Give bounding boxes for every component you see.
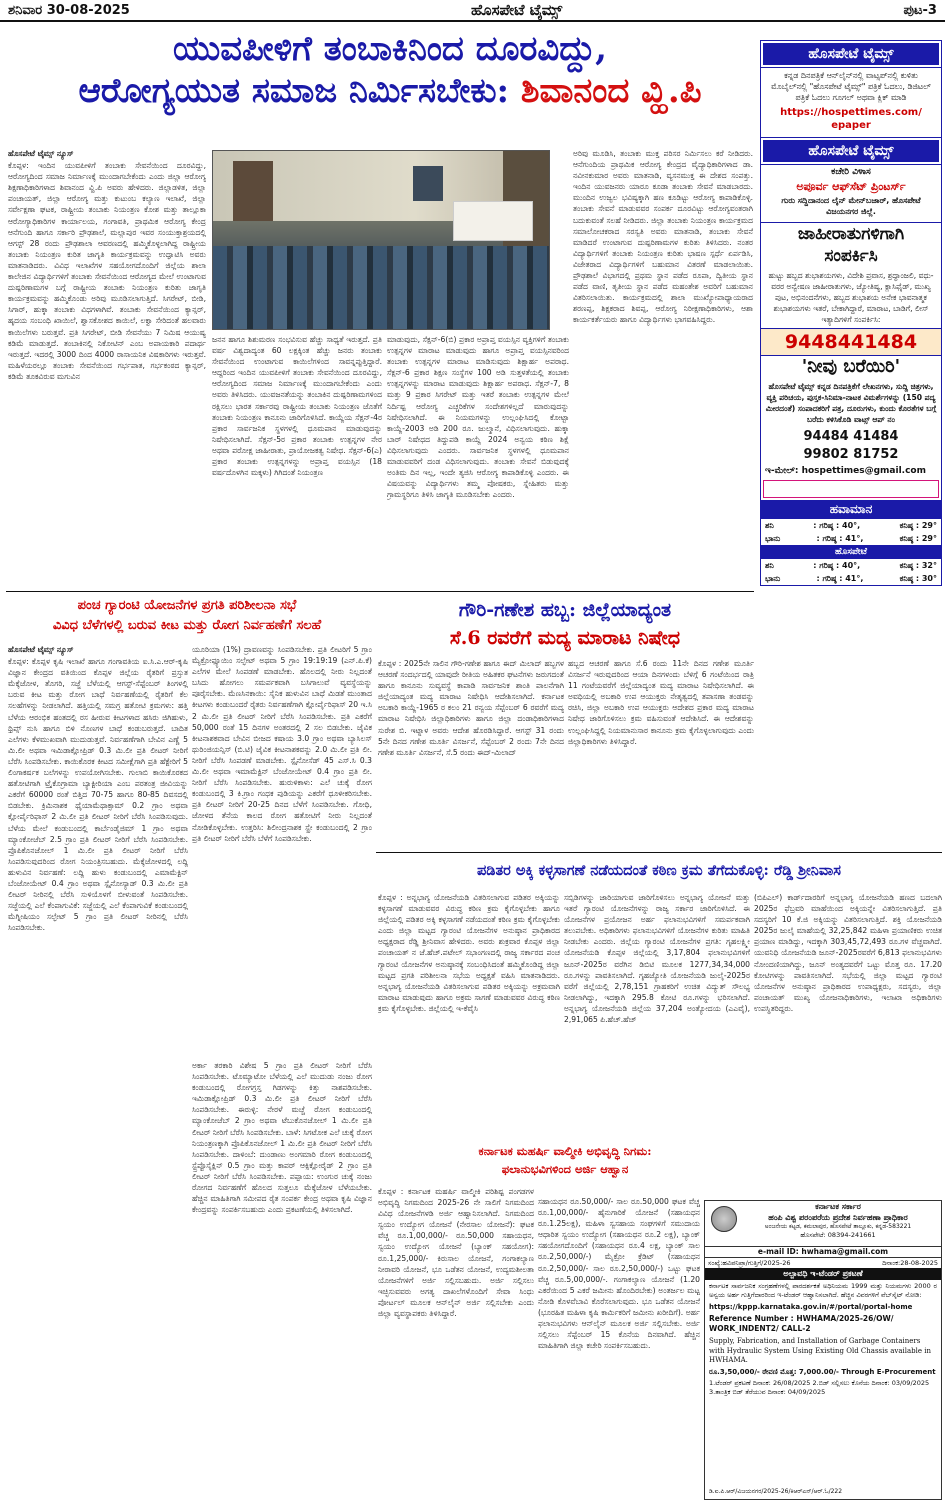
email-row	[761, 464, 941, 478]
notice-ref-no: ಸಂಖ್ಯೆ:ಹವಿಪನಿಪ್ರಾ/ಗುತ್ತಿಗೆ/2025-26	[708, 1259, 791, 1267]
weather-day: ಶನಿ	[765, 561, 774, 570]
ganesha-col1-text: ಕೊಪ್ಪಳ : 2025ನೇ ಸಾಲಿನ ಗೌರಿ-ಗಣೇಶ ಹಾಗೂ ಈದ್ ಮಿಲಾದ್ ಹಬ್ಬಗಳ ಆಚರಣೆ ಸಂದರ್ಭದಲ್ಲಿ ಯಾವುದೇ ರೀತಿಯ ಅಹಿತಕರ ಘಟನೆಗಳು ಜರುಗದಂತೆ ಹಾಗೂ ಕಾನೂನು ಸುವ್ಯವಸ್ಥೆ ಕಾಪಾಡಿ ಸಾರ್ವಜನಿಕ ಶಾಂತಿ ಪಾಲನೆಗಾಗಿ ಜಿಲ್ಲೆಯಾದ್ಯಂತ ಮದ್ಯ ಮಾರಾಟ ನಿಷೇಧಿಸಿ ಆದೇಶಿಸಲಾಗಿದೆ. ಕರ್ನಾಟಕ ಅಬಕಾರಿ ಕಾಯ್ದೆ-1965 ರ ಕಲಂ 21 ರನ್ವಯ ಸೆಪ್ಟೆಂಬರ್ 6 ರವರೆಗೆ ಮದ್ಯ ಮಾರಾಟ ನಿಷೇಧಿಸಿ ಜಿಲ್ಲಾಧಿಕಾರಿಗಳು ಹಾಗೂ ಜಿಲ್ಲಾ ದಂಡಾಧಿಕಾರಿಗಳಾದ ಸುರೇಶ ಬಿ. ಇಟ್ನಾಳ ಅವರು ಆದೇಶ ಹೊರಡಿಸಿದ್ದಾರೆ. ಆಗಸ್ಟ್ 31 ರಂದು 5ನೇ ದಿನದ ಗಣೇಶ ಮೂರ್ತಿ ವಿಸರ್ಜನೆ, ಸೆಪ್ಟೆಂಬರ್ 2 ರಂದು 7ನೇ ದಿನದ ಗಣೇಶ ಮೂರ್ತಿ ವಿಸರ್ಜನೆ, ಸೆ.5 ರಂದು ಈದ್-ಮಿಲಾದ್	[378, 659, 564, 757]
masthead-title: ಹೊಸಪೇಟೆ ಟೈಮ್ಸ್	[471, 1, 563, 19]
lead-headline	[60, 28, 720, 112]
lead-col1	[8, 148, 206, 588]
weather-day: ಭಾನು	[765, 574, 781, 583]
headline-part-blue: ಆರೋಗ್ಯಯುತ ಸಮಾಜ ನಿರ್ಮಿಸಬೇಕು:	[78, 71, 521, 111]
valmiki-col1-text: ಕೊಪ್ಪಳ : ಕರ್ನಾಟಕ ಮಹರ್ಷಿ ವಾಲ್ಮೀಕಿ ಪರಿಶಿಷ್ಟ ಪಂಗಡಗಳ ಅಭಿವೃದ್ಧಿ ನಿಗಮದಿಂದ 2025-26 ನೇ ಸಾಲಿಗೆ ನಿಗಮದಿಂದ ವಿವಿಧ ಯೋಜನೆಗಳಡಿ ಅರ್ಜಿ ಆಹ್ವಾನಿಸಲಾಗಿದೆ. ನಿಗಮದಿಂದ ಸ್ವಯಂ ಉದ್ಯೋಗ ಯೋಜನೆ (ನೇರಸಾಲ ಯೋಜನೆ): ಘಟಕ ವೆಚ್ಚ ರೂ.1,00,000/- ರೂ.50,000 ಸಹಾಯಧನ, ಸ್ವಯಂ ಉದ್ಯೋಗ ಯೋಜನೆ (ಬ್ಯಾಂಕ್ ಸಹಯೋಗ): ರೂ.1,25,000/- ಕಿರುಸಾಲ ಯೋಜನೆ, ಗಂಗಾಕಲ್ಯಾಣ ನೀರಾವರಿ ಯೋಜನೆ, ಭೂ ಒಡೆತನ ಯೋಜನೆ, ಉದ್ಯಮಶೀಲತಾ ಯೋಜನೆಗಳಿಗೆ ಅರ್ಜಿ ಸಲ್ಲಿಸಬಹುದು. ಅರ್ಜಿ ಸಲ್ಲಿಸಲು ಇಚ್ಛಿಸುವವರು ಅಗತ್ಯ ದಾಖಲೆಗಳೊಂದಿಗೆ ಸೇವಾ ಸಿಂಧು ಪೋರ್ಟಲ್ ಮೂಲಕ ಆನ್‌ಲೈನ್ ಅರ್ಜಿ ಸಲ್ಲಿಸಬೇಕು ಎಂದು ಜಿಲ್ಲಾ ವ್ಯವಸ್ಥಾಪಕರು ತಿಳಿಸಿದ್ದಾರೆ.	[378, 1187, 534, 1319]
crop-col3	[192, 1060, 372, 1500]
lead-headline-line2	[60, 70, 720, 112]
ads-title-2: ಸಂಪರ್ಕಿಸಿ	[824, 246, 878, 266]
rice-col2-text: ಸಬ್ಸಿಡಿಗಳನ್ನು ಜಾರಿಯಾಗುವ ಜಾರಿಗೊಳಿಸಲು ಅನ್ನಭಾಗ್ಯ ಯೋಜನೆ ಮತ್ತು ಇತರೆ ಗ್ಯಾರಂಟಿ ಯೋಜನೆಗಳನ್ನು ರಾಜ್ಯ ಸರ್ಕಾರ ಜಾರಿಗೊಳಿಸಿದೆ. ಈ ಯೋಜನೆಗಳ ಪ್ರಯೋಜನ ಅರ್ಹ ಫಲಾನುಭವಿಗಳಿಗೆ ಸಮರ್ಪಕವಾಗಿ ತಲುಪಬೇಕು. ಅಧಿಕಾರಿಗಳು ಫಲಾನುಭವಿಗಳಿಗೆ ಯೋಜನೆಗಳ ಕುರಿತು ಮಾಹಿತಿ ನೀಡಬೇಕು ಎಂದರು. ಜಿಲ್ಲೆಯ ಗ್ಯಾರಂಟಿ ಯೋಜನೆಗಳ ಪ್ರಗತಿ: ಗೃಹಲಕ್ಷ್ಮೀ ಯೋಜನೆಯಡಿ ಕೊಪ್ಪಳ ಜಿಲ್ಲೆಯಲ್ಲಿ 3,17,804 ಫಲಾನುಭವಿಗಳಿಗೆ ಜೂನ್-2025ರ ವರೆಗಿನ ಡಿಬಿಟಿ ಮೂಲಕ 1277,34,34,000 ರೂ.ಗಳನ್ನು ಪಾವತಿಸಲಾಗಿದೆ. ಗೃಹಜ್ಯೋತಿ ಯೋಜನೆಯಡಿ ಜುಲೈ-2025ರ ವರೆಗೆ ಜಿಲ್ಲೆಯಲ್ಲಿ 2,78,151 ಗ್ರಾಹಕರಿಗೆ ಉಚಿತ ವಿದ್ಯುತ್ ಸೌಲಭ್ಯ ನೀಡಲಾಗಿದ್ದು, ಇದಕ್ಕಾಗಿ 295.8 ಕೋಟಿ ರೂ.ಗಳನ್ನು ಭರಿಸಲಾಗಿದೆ. ಅನ್ನಭಾಗ್ಯ ಯೋಜನೆಯಡಿ ಜಿಲ್ಲೆಯ 37,204 ಅಂತ್ಯೋದಯ (ಎಎವೈ), 2,91,065 ಪಿ.ಹೆಚ್.ಹೆಚ್	[564, 893, 750, 1025]
lead-col3-text: ಮಾಡುವುದು, ಸೆಕ್ಷನ್-6(ಬಿ) ಪ್ರಕಾರ ಅಪ್ರಾಪ್ತ ವಯಸ್ಸಿನ ವ್ಯಕ್ತಿಗಳಿಗೆ ತಂಬಾಕು ಉತ್ಪನ್ನಗಳ ಮಾರಾಟ ಮಾಡುವುದು ಹಾಗೂ ಅಪ್ರಾಪ್ತ ವಯಸ್ಸಿನವರಿಂದ ತಂಬಾಕು ಉತ್ಪನ್ನಗಳ ಮಾರಾಟ ಮಾಡಿಸುವುದು ಶಿಕ್ಷಾರ್ಹ ಅಪರಾಧ. ಸೆಕ್ಷನ್-6 ಪ್ರಕಾರ ಶಿಕ್ಷಣ ಸಂಸ್ಥೆಗಳ 100 ಅಡಿ ಸುತ್ತಳತೆಯಲ್ಲಿ ತಂಬಾಕು ಉತ್ಪನ್ನಗಳನ್ನು ಮಾರಾಟ ಮಾಡುವುದು ಶಿಕ್ಷಾರ್ಹ ಅಪರಾಧ. ಸೆಕ್ಷನ್-7, 8 ಮತ್ತು 9 ಪ್ರಕಾರ ಸಿಗರೇಟ್ ಮತ್ತು ಇತರೆ ತಂಬಾಕು ಉತ್ಪನ್ನಗಳ ಮೇಲೆ ನಿರ್ದಿಷ್ಟ ಆರೋಗ್ಯ ಎಚ್ಚರಿಕೆಗಳ ಸಂದೇಶಗಳಿಲ್ಲದೆ ಮಾರುವುದನ್ನು ನಿಷೇಧಿಸಲಾಗಿದೆ. ಈ ನಿಯಮಗಳನ್ನು ಉಲ್ಲಂಘಿಸಿದಲ್ಲಿ ಕೋಟ್ಟಾ ಕಾಯ್ದೆ-2003 ಅಡಿ 200 ರೂ. ಜುಲ್ಮಾನೆ, ವಿಧಿಸಲಾಗುವುದು. ಹುಕ್ಕಾ ಬಾರ್ ನಿಷೇಧದ ತಿದ್ದುಪಡಿ ಕಾಯ್ದೆ 2024 ಅನ್ವಯ ಕಠಿಣ ಶಿಕ್ಷೆ ವಿಧಿಸಲಾಗುವುದು ಎಂದರು. ಸಾರ್ವಜನಿಕ ಸ್ಥಳಗಳಲ್ಲಿ ಧೂಮಪಾನ ಮಾಡುವವರಿಗೆ ದಂಡ ವಿಧಿಸಲಾಗುವುದು. ತಂಬಾಕು ಸೇವನೆ ಬಿಡುವುದಕ್ಕೆ ಅಂತಿಮ ದಿನ ಇಲ್ಲ, ಇಂದೇ ತ್ಯಜಿಸಿ ಆರೋಗ್ಯ ಕಾಪಾಡಿಕೊಳ್ಳಿ ಎಂದರು. ಈ ವಿಷಯವನ್ನು ವಿದ್ಯಾರ್ಥಿಗಳು ತಮ್ಮ ಪೋಷಕರು, ಸ್ನೇಹಿತರು ಮತ್ತು ಗ್ರಾಮಸ್ಥರಿಗೂ ತಿಳಿಸಿ ಜಾಗೃತಿ ಮೂಡಿಸಬೇಕು ಎಂದರು.	[387, 335, 569, 500]
sidebar-banner-office: ಹೊಸಪೇಟೆ ಟೈಮ್ಸ್	[761, 138, 941, 164]
write-title: 'ನೀವು ಬರೆಯಿರಿ'	[801, 356, 901, 377]
crop-article-title	[6, 596, 368, 636]
ads-text: ಹುಟ್ಟು ಹಬ್ಬದ ಶುಭಾಶಯಗಳು, ವಿದೇಶಿ ಪ್ರವಾಸ, ಶ್ರದ್ಧಾಂಜಲಿ, ವಧು-ವರರ ಅನ್ವೇಷಣ ಜಾಹೀರಾತುಗಳು, ಜ್ಯೋತಿಷ್ಯ, ಕ್ಲಾಸಿಫೈಡ್, ಮುಖ್ಯ ಪುಟ, ಅಭಿನಂದನೆಗಳು, ಹಬ್ಬದ ಶುಭಾಶಯ ಅನೇಕ ಭಾವನಾತ್ಮಕ ಶುಭಾಶಯಗಳು ಇತರೆ, ಬೇಕಾಗಿದ್ದಾರೆ, ಮಾರಾಟ, ಬಾಡಿಗೆ, ಲೀಸ್ ಇತ್ಯಾದಿಗಳಿಗೆ ಸಂಪರ್ಕಿಸಿ:	[768, 271, 934, 324]
rice-col3	[754, 892, 942, 1194]
notice-authority: ಹಂಪಿ ವಿಶ್ವ ಪರಂಪರೆಯ ಪ್ರದೇಶ ನಿರ್ವಹಣಾ ಪ್ರಾಧಿಕಾರ	[768, 1213, 908, 1222]
weather-city: ಹೊಸಪೇಟೆ	[761, 545, 941, 559]
lead-byline: ಹೊಸಪೇಟೆ ಟೈಮ್ಸ್ ನ್ಯೂಸ್	[8, 149, 74, 158]
notice-email: e-mail ID: hwhama@gmail.com	[757, 1247, 889, 1256]
notice-emd: ರೂ.3,50,000/- ಠೇವಣಿ ಮೊತ್ತ: 7,000.00/- Through E-Procurement	[709, 1367, 936, 1376]
epaper-text: ಕನ್ನಡ ದಿನಪತ್ರಿಕೆ ಆನ್‌ಲೈನ್‌ನಲ್ಲಿ ವಾಟ್ಸಪ್‌ನಲ್ಲಿ ಕುಳಿತು ಮೊಬೈಲ್‌ನಲ್ಲಿ "ಹೊಸಪೇಟೆ ಟೈಮ್ಸ್" ಪತ್ರಿಕೆ ಓದಲು, ಡಿಜಿಟಲ್ ಪತ್ರಿಕೆ ಓದಲು ಗೂಗಲ್ ಅಥವಾ ಕ್ಲಿಕ್ ಮಾಡಿ	[771, 71, 931, 102]
ganesha-title-line2: ಸೆ.6 ರವರೆಗೆ ಮದ್ಯ ಮಾರಾಟ ನಿಷೇಧ	[449, 627, 681, 649]
weather-day: ಶನಿ	[765, 521, 774, 530]
weather-row	[761, 559, 941, 572]
notice-body: ಕರ್ನಾಟಕ ಸಾರ್ವಜನಿಕ ಸಂಗ್ರಹಣೆಗಳಲ್ಲಿ ಪಾರದರ್ಶಕತೆ ಅಧಿನಿಯಮ 1999 ಮತ್ತು ನಿಯಮಗಳು 2000 ರ ಅನ್ವಯ ಅರ್ಹ ಗುತ್ತಿಗೆದಾರರಿಂದ ಇ-ಟೆಂಡರ್ ಆಹ್ವಾನಿಸಲಾಗಿದೆ. ಹೆಚ್ಚಿನ ವಿವರಗಳಿಗೆ ವೆಬ್‌ಸೈಟ್ ನೋಡಿ:	[709, 1282, 937, 1299]
page-header	[0, 0, 945, 22]
weather-min: ಕನಿಷ್ಠ : 32°	[899, 561, 937, 570]
rice-col1-text: ಕೊಪ್ಪಳ : ಅನ್ನಭಾಗ್ಯ ಯೋಜನೆಯಡಿ ವಿತರಿಸಲಾಗುವ ಪಡಿತರ ಅಕ್ಕಿಯನ್ನು ಕಳ್ಳಸಾಗಣೆ ಮಾಡುವವರ ವಿರುದ್ಧ ಕಠಿಣ ಕ್ರಮ ಕೈಗೊಳ್ಳಬೇಕು ಹಾಗೂ ಜಿಲ್ಲೆಯಲ್ಲಿ ಪಡಿತರ ಅಕ್ಕಿ ಕಳ್ಳಸಾಗಣೆ ನಡೆಯದಂತೆ ಕಠಿಣ ಕ್ರಮ ಕೈಗೊಳ್ಳಬೇಕು ಎಂದು ಜಿಲ್ಲಾ ಮಟ್ಟದ ಗ್ಯಾರಂಟಿ ಯೋಜನೆಗಳ ಅನುಷ್ಠಾನ ಪ್ರಾಧಿಕಾರದ ಅಧ್ಯಕ್ಷರಾದ ರೆಡ್ಡಿ ಶ್ರೀನಿವಾಸ ಹೇಳಿದರು. ಅವರು ಶುಕ್ರವಾರ ಕೊಪ್ಪಳ ಜಿಲ್ಲಾ ಪಂಚಾಯತ್ ನ ಜೆ.ಹೆಚ್.ಪಟೇಲ್ ಸಭಾಂಗಣದಲ್ಲಿ ರಾಜ್ಯ ಸರ್ಕಾರದ ಪಂಚ ಗ್ಯಾರಂಟಿ ಯೋಜನೆಗಳ ಅನುಷ್ಠಾನಕ್ಕೆ ಸಂಬಂಧಿಸಿದಂತೆ ಹಮ್ಮಿಕೊಂಡಿದ್ದ ಜಿಲ್ಲಾ ಮಟ್ಟದ ಪ್ರಗತಿ ಪರಿಶೀಲನಾ ಸಭೆಯ ಅಧ್ಯಕ್ಷತೆ ವಹಿಸಿ ಮಾತನಾಡಿದರು. ಅನ್ನಭಾಗ್ಯ ಯೋಜನೆಯಡಿ ವಿತರಿಸಲಾಗುವ ಪಡಿತರ ಅಕ್ಕಿಯನ್ನು ಅಕ್ರಮವಾಗಿ ಮಾರಾಟ ಮಾಡುವುದು ಹಾಗೂ ಅಕ್ರಮ ಸಾಗಣೆ ಮಾಡುವವರ ವಿರುದ್ಧ ಕಠಿಣ ಕ್ರಮ ಕೈಗೊಳ್ಳಬೇಕು. ಜಿಲ್ಲೆಯಲ್ಲಿ ಇ-ಕೆವೈಸಿ	[378, 893, 560, 1013]
ganesha-title	[376, 596, 754, 652]
divider	[376, 852, 942, 853]
government-seal-icon	[711, 1206, 737, 1232]
notice-address: ಅಂಜನೇಯ ಕಟ್ಟಡ, ಕಮಲಾಪುರ, ಹೊಸಪೇಟೆ ತಾಲ್ಲೂಕು, ಕನ್ನಡ-583221	[764, 1223, 912, 1230]
office-title: ಕಚೇರಿ ವಿಳಾಸ	[831, 167, 871, 177]
weather-max: : ಗರಿಷ್ಠ : 40°,	[813, 561, 861, 570]
headline-part-red: ಶಿವಾನಂದ ವ್ಹಿ.ಪಿ	[520, 71, 702, 111]
ganesha-title-line1: ಗೌರಿ-ಗಣೇಶ ಹಬ್ಬ: ಜಿಲ್ಲೆಯಾದ್ಯಂತ	[458, 599, 672, 621]
crop-col2-text: ಯೂರಿಯಾ (1%) ದ್ರಾವಣವನ್ನು ಸಿಂಪಡಿಸಬೇಕು. ಪ್ರತಿ ಲೀಟರಿಗೆ 5 ಗ್ರಾಂ ಮ್ಯೆಕ್ರೋಫ್ಯೂಯಿಂ ಸಲ್ಫೇಟ್ ಅಥವಾ 5 ಗ್ರಾಂ 19:19:19 (ಎನ್.ಪಿ.ಕೆ) ಎಲೆಗಳ ಮೇಲೆ ಸಿಂಪಡಣೆ ಮಾಡಬೇಕು. ಹೊಲದಲ್ಲಿ ನೀರು ನಿಲ್ಲದಂತೆ ಬಸಿದು ಹೋಗಲು ಸಮರ್ಪಕವಾಗಿ ಬಸಿಗಾಲುವೆ ವ್ಯವಸ್ಥೆಯನ್ನು ಪೂರೈಸಬೇಕು. ಮೆಣಸಿನಕಾಯಿ: ಸೈನಿಕ ಹುಳುವಿನ ಬಾಧೆ ಮಿಡತೆ ಮುಂತಾದ ಕೀಟಗಳು ಕಂಡುಬಂದರೆ ರೈತರು ನಿರ್ವಹಣೆಗಾಗಿ ಕ್ಲೋರ್ಪೈರಿಫಾಸ್ 20 ಇ.ಸಿ 2 ಮಿ.ಲೀ ಪ್ರತಿ ಲೀಟರ್ ನೀರಿಗೆ ಬೆರೆಸಿ ಸಿಂಪಡಿಸಬೇಕು. ಪ್ರತಿ ಎಕರೆಗೆ 50,000 ರಂತೆ 15 ದಿನಗಳ ಅಂತರದಲ್ಲಿ 2 ಸಲ ಬಿಡಬೇಕು. ಜೈವಿಕ ಕೀಟನಾಶಕವಾದ ಬೇವಿನ ಬೀಜದ ಕಷಾಯ 3.0 ಗ್ರಾಂ ಅಥವಾ ಬ್ಯಾಸಿಲಸ್ ಥುರಿಂಜಿಯನ್ಸಿಸ್ (ಬಿ.ಟಿ) ಜೈವಿಕ ಕೀಟನಾಶಕವನ್ನು 2.0 ಮಿ.ಲೀ ಪ್ರತಿ ಲೀ. ನೀರಿಗೆ ಬೆರೆಸಿ ಸಿಂಪಡಣೆ ಮಾಡಬೇಕು. ಸ್ಪೈನೋಸೆಡ್ 45 ಎಸ್.ಸಿ 0.3 ಮಿ.ಲೀ ಅಥವಾ ಇಮಾಮೆಕ್ಟಿನ್ ಬೆಂಜೋಯೇಟ್ 0.4 ಗ್ರಾಂ ಪ್ರತಿ ಲೀ. ನೀರಿಗೆ ಬೆರೆಸಿ ಸಿಂಪಡಿಸಬೇಕು. ಹುರುಳಿಕಾಳು: ಎಲೆ ಚುಕ್ಕೆ ರೋಗ ಕಂಡುಬಂದಲ್ಲಿ 3 ಕಿ.ಗ್ರಾಂ ಗಂಧಕ ಪುಡಿಯನ್ನು ಎಕರೆಗೆ ಧೂಳೀಕರಿಸಬೇಕು. ಪ್ರತಿ ಲೀಟರ್ ನೀರಿಗೆ 20-25 ದಿನದ ಬೆಳೆಗೆ ಸಿಂಪಡಿಸಬೇಕು. ಗೋಧಿ, ಜೋಳದ ತೆನೆಯ ಕಾಲದ ರೋಗ ಹತೋಟಿಗೆ ನೀರು ನಿಲ್ಲದಂತೆ ನೋಡಿಕೊಳ್ಳಬೇಕು. ಉತ್ತರಿಸಿ: ಶಿಲೀಂದ್ರನಾಶಕ ಸ್ಪ್ರೇ ಕಂಡುಬಂದಲ್ಲಿ 2 ಗ್ರಾಂ ಪ್ರತಿ ಲೀಟರ್ ನೀರಿಗೆ ಬೆರೆಸಿ ಬೆಳೆಗೆ ಸಿಂಪಡಿಸಬೇಕು.	[192, 645, 372, 843]
weather-max: : ಗರಿಷ್ಠ : 41°,	[816, 534, 864, 543]
notice-ref-row	[705, 1257, 941, 1268]
valmiki-col2	[538, 1196, 700, 1500]
valmiki-col1	[378, 1186, 534, 1500]
lead-photo	[212, 150, 550, 330]
sidebar	[760, 40, 942, 586]
crop-col1	[8, 644, 188, 1500]
valmiki-col2-text: ಸಹಾಯಧನ ರೂ.50,000/- ಸಾಲ ರೂ.50,000 ಘಟಕ ವೆಚ್ಚ ರೂ.1,00,000/- ಹೈನುಗಾರಿಕೆ ಯೋಜನೆ (ಸಹಾಯಧನ ರೂ.1.25ಲಕ್ಷ), ಮಹಿಳಾ ಸ್ವಸಹಾಯ ಸಂಘಗಳಿಗೆ ಸಮುದಾಯ ಆಧಾರಿತ ಸ್ವಯಂ ಉದ್ಯೋಗ (ಸಹಾಯಧನ ರೂ.2 ಲಕ್ಷ), ಬ್ಯಾಂಕ್ ಸಹಯೋಗದೊಂದಿಗೆ (ಸಹಾಯಧನ ರೂ.4 ಲಕ್ಷ, ಬ್ಯಾಂಕ್ ಸಾಲ ರೂ.2,50,000/-) ಮೈಕ್ರೋ ಕ್ರೆಡಿಟ್ (ಸಹಾಯಧನ ರೂ.2,50,000/- ಸಾಲ ರೂ.2,50,000/-) ಒಟ್ಟು ಘಟಕ ವೆಚ್ಚ ರೂ.5,00,000/-. ಗಂಗಾಕಲ್ಯಾಣ ಯೋಜನೆ (1.20 ಎಕರೆಯಿಂದ 5 ಎಕರೆ ಜಮೀನು ಹೊಂದಿರಬೇಕು) ಅಂತರ್ಜಲ ಮಟ್ಟ ನೋಡಿ ಕೊಳವೆಬಾವಿ ಕೊರೆಸಲಾಗುವುದು. ಭೂ ಒಡೆತನ ಯೋಜನೆ (ಭೂರಹಿತ ಮಹಿಳಾ ಕೃಷಿ ಕಾರ್ಮಿಕರಿಗೆ ಜಮೀನು ಖರೀದಿಗೆ). ಅರ್ಹ ಫಲಾನುಭವಿಗಳು ಆನ್‌ಲೈನ್ ಮೂಲಕ ಅರ್ಜಿ ಸಲ್ಲಿಸಬೇಕು. ಅರ್ಜಿ ಸಲ್ಲಿಸಲು ಸೆಪ್ಟೆಂಬರ್ 15 ಕೊನೆಯ ದಿನವಾಗಿದೆ. ಹೆಚ್ಚಿನ ಮಾಹಿತಿಗಾಗಿ ಜಿಲ್ಲಾ ಕಚೇರಿ ಸಂಪರ್ಕಿಸಬಹುದು.	[538, 1197, 700, 1351]
lead-col4	[573, 148, 753, 588]
ganesha-col2-text: ಹಬ್ಬದ ಆಚರಣೆ ಹಾಗೂ ಸೆ.6 ರಂದು 11ನೇ ದಿನದ ಗಣೇಶ ಮೂರ್ತಿ ವಿಸರ್ಜನೆ ಇರುವುದರಿಂದ ಆಯಾ ದಿನಗಳಂದು ಬೆಳಿಗ್ಗೆ 6 ಗಂಟೆಯಿಂದ ರಾತ್ರಿ 11 ಗಂಟೆಯವರೆಗೆ ಜಿಲ್ಲೆಯಾದ್ಯಂತ ಮದ್ಯ ಮಾರಾಟ ನಿಷೇಧಿಸಲಾಗಿದೆ. ಈ ಅವಧಿಯಲ್ಲಿ ಅಬಕಾರಿ ಉಪ ಆಯುಕ್ತರು ನೇತೃತ್ವದಲ್ಲಿ ತಪಾಸಣಾ ತಂಡವನ್ನು ರಚಿಸಿ, ಜಿಲ್ಲಾ ಅಬಕಾರಿ ಉಪ ಆಯುಕ್ತರು ಆದೇಶದ ಪ್ರಕಾರ ಮದ್ಯ ಮಾರಾಟ ನಿಷೇಧ ಜಾರಿಗೊಳಿಸಲು ಕ್ರಮ ವಹಿಸುವಂತೆ ಆದೇಶಿಸಿದೆ. ಈ ಆದೇಶವನ್ನು ಉಲ್ಲಂಘಿಸಿದ್ದಲ್ಲಿ ನಿಯಮಾನುಸಾರ ಕಾನೂನು ಕ್ರಮ ಕೈಗೊಳ್ಳಲಾಗುವುದು ಎಂದು ಜಿಲ್ಲಾಧಿಕಾರಿಗಳು ತಿಳಿಸಿದ್ದಾರೆ.	[568, 659, 754, 746]
whatsapp-phone-1[interactable]: 94484 41484	[803, 429, 899, 444]
crop-byline: ಹೊಸಪೇಟೆ ಟೈಮ್ಸ್ ನ್ಯೂಸ್	[8, 645, 74, 654]
notice-ref-value: HWHAMA/2025-26/OW/ WORK_INDENT2/ CALL-2	[709, 1314, 894, 1333]
weather-min: ಕನಿಷ್ಠ : 29°	[899, 521, 937, 530]
notice-phone: ಹೊಸಪೇಟೆ: 08394-241661	[800, 1231, 876, 1239]
ganesha-col1	[378, 658, 564, 846]
notice-ref-label: Reference Number :	[709, 1314, 794, 1323]
rice-col1	[378, 892, 560, 1138]
notice-work: Supply, Fabrication, and Installation of Garbage Containers with Hydraulic System Using Existing Old Chassis available in HWHAMA.	[709, 1337, 931, 1364]
rice-col3-text: (ಬಿಪಿಎಲ್) ಕಾರ್ಡ್‌ದಾರರಿಗೆ ಅನ್ನಭಾಗ್ಯ ಯೋಜನೆಯಡಿ ಹಣದ ಬದಲಾಗಿ 2025ರ ಫೆಬ್ರವರಿ ಮಾಹೆಯಿಂದ ಅಕ್ಕಿಯನ್ನೇ ವಿತರಿಸಲಾಗುತ್ತಿದೆ. ಪ್ರತಿ ಸದಸ್ಯರಿಗೆ 10 ಕೆ.ಜಿ ಅಕ್ಕಿಯನ್ನು ವಿತರಿಸಲಾಗುತ್ತಿದೆ. ಶಕ್ತಿ ಯೋಜನೆಯಡಿ 2025ರ ಜುಲೈ ಮಾಹೆಯಲ್ಲಿ 32,25,842 ಮಹಿಳಾ ಪ್ರಯಾಣಿಕರು ಉಚಿತ ಪ್ರಯಾಣ ಮಾಡಿದ್ದು, ಇದಕ್ಕಾಗಿ 303,45,72,493 ರೂ.ಗಳ ವೆಚ್ಚವಾಗಿದೆ. ಯುವನಿಧಿ ಯೋಜನೆಯಡಿ ಜೂನ್-2025ರವರೆಗೆ 6,813 ಫಲಾನುಭವಿಗಳು ನೋಂದಣಿಯಾಗಿದ್ದು, ಜೂನ್ ಅಂತ್ಯದವರೆಗೆ ಒಟ್ಟು ಮೊತ್ತ ರೂ. 17.20 ಕೋಟಿಗಳನ್ನು ಪಾವತಿಸಲಾಗಿದೆ. ಸಭೆಯಲ್ಲಿ ಜಿಲ್ಲಾ ಮಟ್ಟದ ಗ್ಯಾರಂಟಿ ಯೋಜನೆಗಳ ಅನುಷ್ಠಾನ ಪ್ರಾಧಿಕಾರದ ಉಪಾಧ್ಯಕ್ಷರು, ಸದಸ್ಯರು, ಜಿಲ್ಲಾ ಪಂಚಾಯತ್ ಮುಖ್ಯ ಯೋಜನಾಧಿಕಾರಿಗಳು, ಇಲಾಖಾ ಅಧಿಕಾರಿಗಳು ಉಪಸ್ಥಿತರಿದ್ದರು.	[754, 893, 942, 1013]
crop-title-line2: ವಿವಿಧ ಬೆಳೆಗಳಲ್ಲಿ ಬರುವ ಕೀಟ ಮತ್ತು ರೋಗ ನಿರ್ವಹಣೆಗೆ ಸಲಹೆ	[52, 618, 322, 633]
lead-headline-line1: ಯುವಪೀಳಿಗೆ ತಂಬಾಕಿನಿಂದ ದೂರವಿದ್ದು,	[172, 29, 608, 69]
whatsapp-phone-2[interactable]: 99802 81752	[803, 447, 899, 462]
weather-row	[761, 572, 941, 585]
crop-col2	[192, 644, 372, 1054]
epaper-link[interactable]: https://hospettimes.com/ epaper	[780, 107, 922, 131]
lead-col2	[212, 334, 382, 588]
crop-col3-text: ಅರ್ಕಾ ತರಕಾರಿ ವಿಶೇಷ 5 ಗ್ರಾಂ ಪ್ರತಿ ಲೀಟರ್ ನೀರಿಗೆ ಬೆರೆಸಿ ಸಿಂಪಡಿಸಬೇಕು. ಟೊಮ್ಯಾಟೋ ಬೆಳೆಯಲ್ಲಿ ಎಲೆ ಮುದುಡು ನಂಜು ರೋಗ ಕಂಡುಬಂದಲ್ಲಿ ರೋಗಗ್ರಸ್ತ ಗಿಡಗಳನ್ನು ಕಿತ್ತು ನಾಶಪಡಿಸಬೇಕು. ಇಮಿಡಾಕ್ಲೋಪ್ರಿಡ್ 0.3 ಮಿ.ಲೀ ಪ್ರತಿ ಲೀಟರ್ ನೀರಿಗೆ ಬೆರೆಸಿ ಸಿಂಪಡಿಸಬೇಕು. ಈರುಳ್ಳಿ: ನೇರಳೆ ಮಚ್ಚೆ ರೋಗ ಕಂಡುಬಂದಲ್ಲಿ ಮ್ಯಾಂಕೋಜೆಬ್ 2 ಗ್ರಾಂ ಅಥವಾ ಟೆಬುಕೊನಜೋಲ್ 1 ಮಿ.ಲೀ ಪ್ರತಿ ಲೀಟರ್ ನೀರಿಗೆ ಬೆರೆಸಿ ಸಿಂಪಡಿಸಬೇಕು. ಬಾಳೆ: ಸಿಗಟೋಕ ಎಲೆ ಚುಕ್ಕೆ ರೋಗ ನಿಯಂತ್ರಣಕ್ಕಾಗಿ ಪ್ರೊಪಿಕೊನಜೋಲ್ 1 ಮಿ.ಲೀ ಪ್ರತಿ ಲೀಟರ್ ನೀರಿಗೆ ಬೆರೆಸಿ ಸಿಂಪಡಿಸಬೇಕು. ದಾಳಿಂಬೆ: ದುಂಡಾಣು ಅಂಗಮಾರಿ ರೋಗ ಕಂಡುಬಂದಲ್ಲಿ ಸ್ಟ್ರೆಪ್ಟೊಸೈಕ್ಲಿನ್ 0.5 ಗ್ರಾಂ ಮತ್ತು ಕಾಪರ್ ಆಕ್ಸಿಕ್ಲೋರೈಡ್ 2 ಗ್ರಾಂ ಪ್ರತಿ ಲೀಟರ್ ನೀರಿಗೆ ಬೆರೆಸಿ ಸಿಂಪಡಿಸಬೇಕು. ಪಪ್ಪಾಯ: ಉಂಗುರ ಚುಕ್ಕೆ ನಂಜು ರೋಗದ ನಿರ್ವಹಣೆಗೆ ಹೊಲದ ಸುತ್ತಲೂ ಮೆಕ್ಕೆಜೋಳ ಬೆಳೆಯಬೇಕು. ಹೆಚ್ಚಿನ ಮಾಹಿತಿಗಾಗಿ ಸಮೀಪದ ರೈತ ಸಂಪರ್ಕ ಕೇಂದ್ರ ಅಥವಾ ಕೃಷಿ ವಿಜ್ಞಾನ ಕೇಂದ್ರವನ್ನು ಸಂಪರ್ಕಿಸಬಹುದು ಎಂದು ಪ್ರಕಟಣೆಯಲ್ಲಿ ತಿಳಿಸಲಾಗಿದೆ.	[192, 1061, 372, 1215]
email-link[interactable]: hospettimes@gmail.com	[801, 466, 926, 476]
lead-col2-text: ಜನನ ಹಾಗೂ ಶಿಶುಮರಣ ಸಂಭವಿಸುವ ಹೆಚ್ಚು ಸಾಧ್ಯತೆ ಇರುತ್ತದೆ. ಪ್ರತಿ ವರ್ಷ ವಿಶ್ವದಾದ್ಯಂತ 60 ಲಕ್ಷಕ್ಕಿಂತ ಹೆಚ್ಚು ಜನರು ತಂಬಾಕು ಸೇವನೆಯಿಂದ ಉಂಟಾಗುವ ಕಾಯಿಲೆಗಳಿಂದ ಸಾವನ್ನಪ್ಪುತ್ತಿದ್ದಾರೆ. ಆದ್ದರಿಂದ ಇಂದಿನ ಯುವಪೀಳಿಗೆ ತಂಬಾಕು ಸೇವನೆಯಿಂದ ದೂರವಿದ್ದು, ಆರೋಗ್ಯದಿಂದ ಸಮಾಜ ನಿರ್ಮಾಣಕ್ಕೆ ಮುಂದಾಗಬೇಕೆಂದು ಎಂದು ಅವರು ತಿಳಿಸಿದರು. ಯುವಜನತೆಯನ್ನು ತಂಬಾಕಿನ ದುಷ್ಪರಿಣಾಮಗಳಿಂದ ರಕ್ಷಿಸಲು ಭಾರತ ಸರ್ಕಾರವು ರಾಷ್ಟ್ರೀಯ ತಂಬಾಕು ನಿಯಂತ್ರಣ ಜೊತೆಗೆ ತಂಬಾಕು ನಿಯಂತ್ರಣ ಕಾನೂನು ಜಾರಿಗೊಳಿಸಿದೆ. ಕಾಯ್ದೆಯ ಸೆಕ್ಷನ್-4ರ ಪ್ರಕಾರ ಸಾರ್ವಜನಿಕ ಸ್ಥಳಗಳಲ್ಲಿ ಧೂಮಪಾನ ಮಾಡುವುದನ್ನು ನಿಷೇಧಿಸಲಾಗಿದೆ. ಸೆಕ್ಷನ್-5ರ ಪ್ರಕಾರ ತಂಬಾಕು ಉತ್ಪನ್ನಗಳ ನೇರ ಅಥವಾ ಪರೋಕ್ಷ ಜಾಹೀರಾತು, ಪ್ರಾಯೋಜಕತ್ವ ನಿಷೇಧ. ಸೆಕ್ಷನ್-6(ಎ) ಪ್ರಕಾರ ತಂಬಾಕು ಉತ್ಪನ್ನಗಳನ್ನು ಅಪ್ರಾಪ್ತ ವಯಸ್ಸಿನ (18 ವರ್ಷದೊಳಗಿನ ಮಕ್ಕಳು) ಗಿಗಿದಂತೆ ನಿಯಂತ್ರಣ	[212, 335, 382, 478]
sidebar-banner-epaper: ಹೊಸಪೇಟೆ ಟೈಮ್ಸ್	[761, 41, 941, 67]
crop-col1-text: ಕೊಪ್ಪಳ: ಕೊಪ್ಪಳ ಕೃಷಿ ಇಲಾಖೆ ಹಾಗೂ ಗಂಗಾವತಿಯ ಐ.ಸಿ.ಎ.ಆರ್-ಕೃಷಿ ವಿಜ್ಞಾನ ಕೇಂದ್ರದ ವತಿಯಿಂದ ಕೊಪ್ಪಳ ಜಿಲ್ಲೆಯ ರೈತರಿಗೆ ಪ್ರಸ್ತುತ ಮೆಕ್ಕೆಜೋಳ, ತೊಗರಿ, ಸಜ್ಜೆ ಬೆಳೆಯಲ್ಲಿ ಆಗಸ್ಟ್-ಸೆಪ್ಟೆಂಬರ್ ತಿಂಗಳಲ್ಲಿ ಬರುವ ಕೀಟ ಮತ್ತು ರೋಗ ಬಾಧೆ ನಿರ್ವಹಣೆಯಲ್ಲಿ ರೈತರಿಗೆ ಕೆಲ ಸಲಹೆಗಳನ್ನು ನೀಡಲಾಗಿದೆ. ಹತ್ತಿಯಲ್ಲಿ ಸಮಗ್ರ ಹತೋಟಿ ಕ್ರಮಗಳು: ಹತ್ತಿ ಬೆಳೆಯ ಆರಂಭಿಕ ಹಂತದಲ್ಲಿ ರಸ ಹೀರುವ ಕೀಟಗಳಾದ ಹಸಿರು ಜಿಗಿಹುಳು, ಥ್ರಿಪ್ಸ್ ನುಸಿ ಹಾಗೂ ಬಿಳಿ ನೊಣಗಳ ಬಾಧೆ ಕಂಡುಬರುತ್ತದೆ. ಬಾದಿತ ಎಲೆಗಳು ಕೆಳಮುಖವಾಗಿ ಮುದುಡುತ್ತವೆ. ನಿರ್ವಹಣೆಗಾಗಿ ಬೇವಿನ ಎಣ್ಣೆ 5 ಮಿ.ಲೀ ಅಥವಾ ಇಮಿಡಾಕ್ಲೋಪ್ರಿಡ್ 0.3 ಮಿ.ಲೀ ಪ್ರತಿ ಲೀಟರ್ ನೀರಿಗೆ ಬೆರೆಸಿ ಸಿಂಪಡಿಸಬೇಕು. ಕಾಯಿಕೊರಕ ಕೀಟದ ಸಮೀಕ್ಷೆಗಾಗಿ ಪ್ರತಿ ಹೆಕ್ಟೇರಿಗೆ 5 ಲಿಂಗಾಕರ್ಷಕ ಬಲೆಗಳನ್ನು ಉಪಯೋಗಿಸಬೇಕು. ಗುಲಾಬಿ ಕಾಯಿಕೊರಕದ ಹತೋಟಿಗಾಗಿ ಟ್ರೈಕೊಗ್ರಾಮಾ ಬ್ಯಾಕ್ಟೀರಿಯಾ ಎಂಬ ಪರತಂತ್ರ ಜೀವಿಯನ್ನು ಎಕರೆಗೆ 60000 ರಂತೆ ಬಿತ್ತಿದ 70-75 ಹಾಗೂ 80-85 ದಿವಸದಲ್ಲಿ ಬಿಡಬೇಕು. ಕ್ರಿಮಿನಾಶಕ ಥೈಯಾಮೆಥಾಕ್ಸಾಮ್ 0.2 ಗ್ರಾಂ ಅಥವಾ ಕ್ಲೋರ್ಪೈರಿಫಾಸ್ 2 ಮಿ.ಲೀ ಪ್ರತಿ ಲೀಟರ್ ನೀರಿಗೆ ಬೆರೆಸಿ ಸಿಂಪಡಿಸುವುದು. ಬೆಳೆಯ ಮೇಲೆ ಕಂಡುಬಂದಲ್ಲಿ ಕಾರ್ಬೆಂಡೈಜಿಮ್ 1 ಗ್ರಾಂ ಅಥವಾ ಮ್ಯಾಂಕೋಜೆಬ್ 2.5 ಗ್ರಾಂ ಪ್ರತಿ ಲೀಟರ್ ನೀರಿಗೆ ಬೆರೆಸಿ ಸಿಂಪಡಿಸಬೇಕು. ಪ್ರೊಪಿಕೊನಜೋಲ್ 1 ಮಿ.ಲೀ ಪ್ರತಿ ಲೀಟರ್ ನೀರಿಗೆ ಬೆರೆಸಿ ಸಿಂಪಡಿಸುವುದರಿಂದ ರೋಗ ನಿಯಂತ್ರಿಸಬಹುದು. ಮೆಕ್ಕೆಜೋಳದಲ್ಲಿ ಲದ್ದಿ ಹುಳುವಿನ ನಿರ್ವಹಣೆ: ಲದ್ದಿ ಹುಳು ಕಂಡುಬಂದಲ್ಲಿ ಎಮಾಮೆಕ್ಟಿನ್ ಬೆಂಜೋಯೇಟ್ 0.4 ಗ್ರಾಂ ಅಥವಾ ಸ್ಪೈನೋಸ್ಯಾಡ್ 0.3 ಮಿ.ಲೀ ಪ್ರತಿ ಲೀಟರ್ ನೀರಿನಲ್ಲಿ ಬೆರೆಸಿ ಸುಳಿಯೊಳಗೆ ಬೀಳುವಂತೆ ಸಿಂಪಡಿಸಬೇಕು. ಸಜ್ಜೆಯಲ್ಲಿ ಎಲೆ ಕೆಂಪಾಗುವಿಕೆ: ಸಜ್ಜೆಯಲ್ಲಿ ಎಲೆ ಕೆಂಪಾಗುವಿಕೆ ಕಂಡುಬಂದಲ್ಲಿ ಮೆಗ್ನೀಷಿಯಂ ಸಲ್ಫೇಟ್ 5 ಗ್ರಾಂ ಪ್ರತಿ ಲೀಟರ್ ನೀರಿನಲ್ಲಿ ಬೆರೆಸಿ ಸಿಂಪಡಿಸಬೇಕು.	[8, 657, 188, 933]
lead-col1-text: ಕೊಪ್ಪಳ: ಇಂದಿನ ಯುವಪೀಳಿಗೆ ತಂಬಾಕು ಸೇವನೆಯಿಂದ ದೂರವಿದ್ದು, ಆರೋಗ್ಯದಿಂದ ಸಮಾಜ ನಿರ್ಮಾಣಕ್ಕೆ ಮುಂದಾಗಬೇಕೆಂದು ಎಂದು ಜಿಲ್ಲಾ ಆರೋಗ್ಯ ಶಿಕ್ಷಣಾಧಿಕಾರಿಗಳಾದ ಶಿವಾನಂದ ವ್ಹಿ.ಪಿ ಅವರು ಹೇಳಿದರು. ಜಿಲ್ಲಾಡಳಿತ, ಜಿಲ್ಲಾ ಪಂಚಾಯತ್, ಜಿಲ್ಲಾ ಆರೋಗ್ಯ ಮತ್ತು ಕುಟುಂಬ ಕಲ್ಯಾಣ ಇಲಾಖೆ, ಜಿಲ್ಲಾ ಸರ್ವೇಕ್ಷಣಾ ಘಟಕ, ರಾಷ್ಟ್ರೀಯ ತಂಬಾಕು ನಿಯಂತ್ರಣ ಕೋಶ ಮತ್ತು ತಾಲ್ಲೂಕಾ ಆರೋಗ್ಯಾಧಿಕಾರಿಗಳ ಕಾರ್ಯಾಲಯ, ಗಂಗಾವತಿ, ಪ್ರಾಥಮಿಕ ಆರೋಗ್ಯ ಕೇಂದ್ರ ಆನೆಗುಂದಿ ಹಾಗೂ ಸರ್ಕಾರಿ ಪ್ರೌಢಶಾಲೆ, ಮಲ್ಲಾಪುರ ಇವರ ಸಂಯುಕ್ತಾಶ್ರಯದಲ್ಲಿ ಆಗಸ್ಟ್ 28 ರಂದು ಪ್ರೌಢಶಾಲಾ ಆವರಣದಲ್ಲಿ ಹಮ್ಮಿಕೊಳ್ಳಲಾಗಿದ್ದ ರಾಷ್ಟ್ರೀಯ ತಂಬಾಕು ನಿಯಂತ್ರಣ ಕುರಿತ ಜಾಗೃತಿ ಕಾರ್ಯಕ್ರಮವನ್ನು ಉದ್ಘಾಟಿಸಿ ಅವರು ಮಾತನಾಡಿದರು. ವಿವಿಧ ಇಲಾಖೆಗಳ ಸಹಯೋಗದೊಂದಿಗೆ ಜಿಲ್ಲೆಯ ಶಾಲಾ ಕಾಲೇಜಿನ ವಿದ್ಯಾರ್ಥಿಗಳಿಗೆ ತಂಬಾಕು ಸೇವನೆಯಿಂದ ಆರೋಗ್ಯದ ಮೇಲೆ ಉಂಟಾಗುವ ದುಷ್ಪರಿಣಾಮಗಳ ಬಗ್ಗೆ ರಾಷ್ಟ್ರೀಯ ತಂಬಾಕು ನಿಯಂತ್ರಣ ಕುರಿತು ಜಾಗೃತಿ ಕಾರ್ಯಕ್ರಮವನ್ನು ಹಮ್ಮಿಕೊಂಡು ಅರಿವು ಮೂಡಿಸಲಾಗುತ್ತಿದೆ. ಸಿಗರೇಟ್, ಬೀಡಿ, ಸಿಗಾರ್, ಹುಕ್ಕಾ ತಂಬಾಕು ವಿಧಗಳಾಗಿವೆ. ತಂಬಾಕು ಸೇವನೆಯಿಂದ ಕ್ಯಾನ್ಸರ್, ಹೃದಯ ಸಂಬಂಧಿ ಖಾಯಿಲೆ, ಶ್ವಾಸಕೋಶದ ಕಾಯಿಲೆ, ಲಕ್ವಾ ಸೇರಿದಂತೆ ಹಲವಾರು ಕಾಯಿಲೆಗಳು ಬರುತ್ತವೆ. ಪ್ರತಿ ಸಿಗರೇಟ್, ಬೀಡಿ ಸೇವನೆಯು 7 ನಿಮಿಷ ಆಯುಷ್ಯ ಕಡಿಮೆ ಮಾಡುತ್ತದೆ. ತಂಬಾಕಿನಲ್ಲಿ ನಿಕೋಟಿನ್ ಎಂಬ ಅಪಾಯಕಾರಿ ಪದಾರ್ಥ ಇರುತ್ತದೆ. ಇದರಲ್ಲಿ 3000 ದಿಂದ 4000 ರಾಸಾಯನಿಕ ವಿಷಕಾರಿಗಳು ಇರುತ್ತವೆ. ಮಹಿಳೆಯರಲ್ಲೂ ತಂಬಾಕು ಸೇವನೆಯಿಂದ ಗರ್ಭಪಾತ, ಗರ್ಭಕಂಠದ ಕ್ಯಾನ್ಸರ್, ಕಡಿಮೆ ತೂಕವಿರುವ ಮಗುವಿನ	[8, 161, 206, 381]
ads-phone[interactable]: 9448441484	[761, 328, 941, 356]
weather-title: ಹವಾಮಾನ	[761, 500, 941, 519]
valmiki-title-line1: ಕರ್ನಾಟಕ ಮಹರ್ಷಿ ವಾಲ್ಮೀಕಿ ಅಭಿವೃದ್ಧಿ ನಿಗಮ:	[478, 1144, 652, 1158]
notice-reference	[705, 1312, 941, 1336]
tender-notice	[704, 1200, 942, 1500]
valmiki-title-line2: ಫಲಾನುಭವಿಗಳಿಂದ ಅರ್ಜಿ ಆಹ್ವಾನ	[501, 1162, 629, 1176]
page-number: ಪುಟ-3	[903, 2, 937, 18]
write-text: ಹೊಸಪೇಟೆ ಟೈಮ್ಸ್ ಕನ್ನಡ ದಿನಪತ್ರಿಕೆಗೆ ಲೇಖನಗಳು, ಸುದ್ದಿ ಚಿತ್ರಗಳು, ವ್ಯಕ್ತಿ ಪರಿಚಯ, ಪುಸ್ತಕ-ಸಿನಿಮಾ-ನಾಟಕ ವಿಮರ್ಶೆಗಳನ್ನು (150 ಪದ್ಯ ಮೀರದಂತೆ) ಸಂಪಾದಕರಿಗೆ ಪತ್ರ, ದೂರುಗಳು, ಕುಂದು ಕೊರತೆಗಳ ಬಗ್ಗೆ ಬರೆದು ಕಳಿಸಿಕೊಡಿ ವಾಟ್ಸ್ ಆಪ್ ನಂ	[765, 382, 937, 424]
weather-min: ಕನಿಷ್ಠ : 29°	[899, 534, 937, 543]
notice-gov: ಕರ್ನಾಟಕ ಸರ್ಕಾರ	[815, 1202, 861, 1211]
email-label: ಇ-ಮೇಲ್:	[765, 466, 799, 476]
office-address: ಗುರು ಸದ್ದಿದಾನಂದ ಲೈನ್ ಮೇನ್‌ಬಜಾರ್, ಹೊಸಪೇಟೆ ವಿಜಯನಗರ ಜಿಲ್ಲೆ.	[781, 196, 921, 216]
ganesha-col2	[568, 658, 754, 846]
weather-row	[761, 519, 941, 532]
lead-col4-text: ಅರಿವು ಮೂಡಿಸಿ, ತಂಬಾಕು ಮುಕ್ತ ಪರಿಸರ ನಿರ್ಮಿಸಲು ಕರೆ ನೀಡಿದರು. ಆನೆಗುಂದಿಯ ಪ್ರಾಥಮಿಕ ಆರೋಗ್ಯ ಕೇಂದ್ರದ ವೈದ್ಯಾಧಿಕಾರಿಗಳಾದ ಡಾ. ನವೀನಕುಮಾರ ಅವರು ಮಾತನಾಡಿ, ವ್ಯಸನಮುಕ್ತ ಈ ದೇಶದ ಸಂಪತ್ತು. ಇಂದಿನ ಯುವಜನರು ಯಾರೂ ಕೂಡಾ ತಂಬಾಕು ಸೇವನೆ ಮಾಡಬಾರದು. ಮುಂದಿನ ಉಜ್ವಲ ಭವಿಷ್ಯಕ್ಕಾಗಿ ಹಣ ಕೂಡಿಟ್ಟು ಆರೋಗ್ಯ ಕಾಪಾಡಿಕೊಳ್ಳಿ. ತಂಬಾಕು ಸೇವನೆ ಮಾಡುವವರ ಸಂಪರ್ಕ ದೂರವಿಟ್ಟು ಆರೋಗ್ಯವಂತರಾಗಿ ಬದುಕುವಂತೆ ಸಲಹೆ ನೀಡಿದರು. ಜಿಲ್ಲಾ ತಂಬಾಕು ನಿಯಂತ್ರಣ ಕಾರ್ಯಕ್ರಮದ ಸಮಾಲೋಚಕರಾದ ಸರಸ್ವತಿ ಅವರು ಮಾತನಾಡಿ, ತಂಬಾಕು ಸೇವನೆ ಮಾಡಿದರೆ ಉಂಟಾಗುವ ದುಷ್ಪರಿಣಾಮಗಳ ಕುರಿತು ತಿಳಿಸಿದರು. ನಂತರ ವಿದ್ಯಾರ್ಥಿಗಳಿಗೆ ತಂಬಾಕು ನಿಯಂತ್ರಣ ಕುರಿತು ಭಾಷಣ ಸ್ಪರ್ಧೆ ಏರ್ಪಡಿಸಿ, ವಿಜೇತರಾದ ವಿದ್ಯಾರ್ಥಿಗಳಿಗೆ ಬಹುಮಾನ ವಿತರಣೆ ಮಾಡಲಾಯಿತು. ಪ್ರೌಢಶಾಲೆ ವಿಭಾಗದಲ್ಲಿ ಪ್ರಥಮ ಸ್ಥಾನ ಪಡೆದ ರೂಪಾ, ದ್ವಿತೀಯ ಸ್ಥಾನ ಪಡೆದ ವಾಣಿ, ತೃತೀಯ ಸ್ಥಾನ ಪಡೆದ ಮಹಂತೇಶ ಅವರಿಗೆ ಬಹುಮಾನ ವಿತರಿಸಲಾಯಿತು. ಕಾರ್ಯಕ್ರಮದಲ್ಲಿ ಶಾಲಾ ಮುಖ್ಯೋಪಾಧ್ಯಾಯರಾದ ಶರಣಪ್ಪ, ಶಿಕ್ಷಕರಾದ ಶಿವಪ್ಪ, ಆರೋಗ್ಯ ನಿರೀಕ್ಷಣಾಧಿಕಾರಿಗಳು, ಆಶಾ ಕಾರ್ಯಕರ್ತೆಯರು ಹಾಗೂ ವಿದ್ಯಾರ್ಥಿಗಳು ಭಾಗವಹಿಸಿದ್ದರು.	[573, 149, 753, 325]
lead-col3	[387, 334, 569, 588]
weather-min: ಕನಿಷ್ಠ : 30°	[899, 574, 937, 583]
office-name: ಅಪೂರ್ವ ಆಫ್‌ಸೆಟ್ ಪ್ರಿಂಟರ್ಸ್	[796, 180, 906, 193]
notice-date: ದಿನಾಂಕ:28-08-2025	[882, 1259, 938, 1267]
crop-title-line1: ಪಂಚ ಗ್ಯಾರಂಟಿ ಯೋಜನೆಗಳ ಪ್ರಗತಿ ಪರಿಶೀಲನಾ ಸಭೆ	[77, 598, 297, 613]
notice-bar: ಅಲ್ಪಾವಧಿ ಇ-ಟೆಂಡರ್ ಪ್ರಕಟಣೆ	[705, 1268, 941, 1280]
weather-max: : ಗರಿಷ್ಠ : 41°,	[816, 574, 864, 583]
notice-url[interactable]: https://kppp.karnataka.gov.in/#/portal/portal-home	[709, 1303, 913, 1311]
ads-title-1: ಜಾಹೀರಾತುಗಳಿಗಾಗಿ	[797, 224, 905, 244]
weather-day: ಭಾನು	[765, 534, 781, 543]
notice-dates: 1.ಟೆಂಡರ್ ಪ್ರಕಟಣೆ ದಿನಾಂಕ: 26/08/2025 2.ಬಿಡ್ ಸಲ್ಲಿಸಲು ಕೊನೆಯ ದಿನಾಂಕ: 03/09/2025 3.ತಾಂತ್ರಿಕ ಬಿಡ್ ತೆರೆಯುವ ದಿನಾಂಕ: 04/09/2025	[709, 1379, 930, 1396]
weather-row	[761, 532, 941, 545]
valmiki-title	[440, 1142, 690, 1178]
notice-footer: ಡಿ.ಐ.ಪಿ.ಆರ್/ವಿಜಯನಗರ/2025-26/ಕಿಆರ್‌ಎನ್/ಆರ್.ಓ/222	[709, 1488, 843, 1495]
rice-title: ಪಡಿತರ ಅಕ್ಕಿ ಕಳ್ಳಸಾಗಣೆ ನಡೆಯದಂತೆ ಕಠಿಣ ಕ್ರಮ ತೆಗೆದುಕೊಳ್ಳಿ: ರೆಡ್ಡಿ ಶ್ರೀನಿವಾಸ	[477, 862, 841, 879]
header-date: ಶನಿವಾರ 30-08-2025	[8, 2, 130, 18]
divider	[6, 591, 754, 592]
weather-max: : ಗರಿಷ್ಠ : 40°,	[813, 521, 861, 530]
